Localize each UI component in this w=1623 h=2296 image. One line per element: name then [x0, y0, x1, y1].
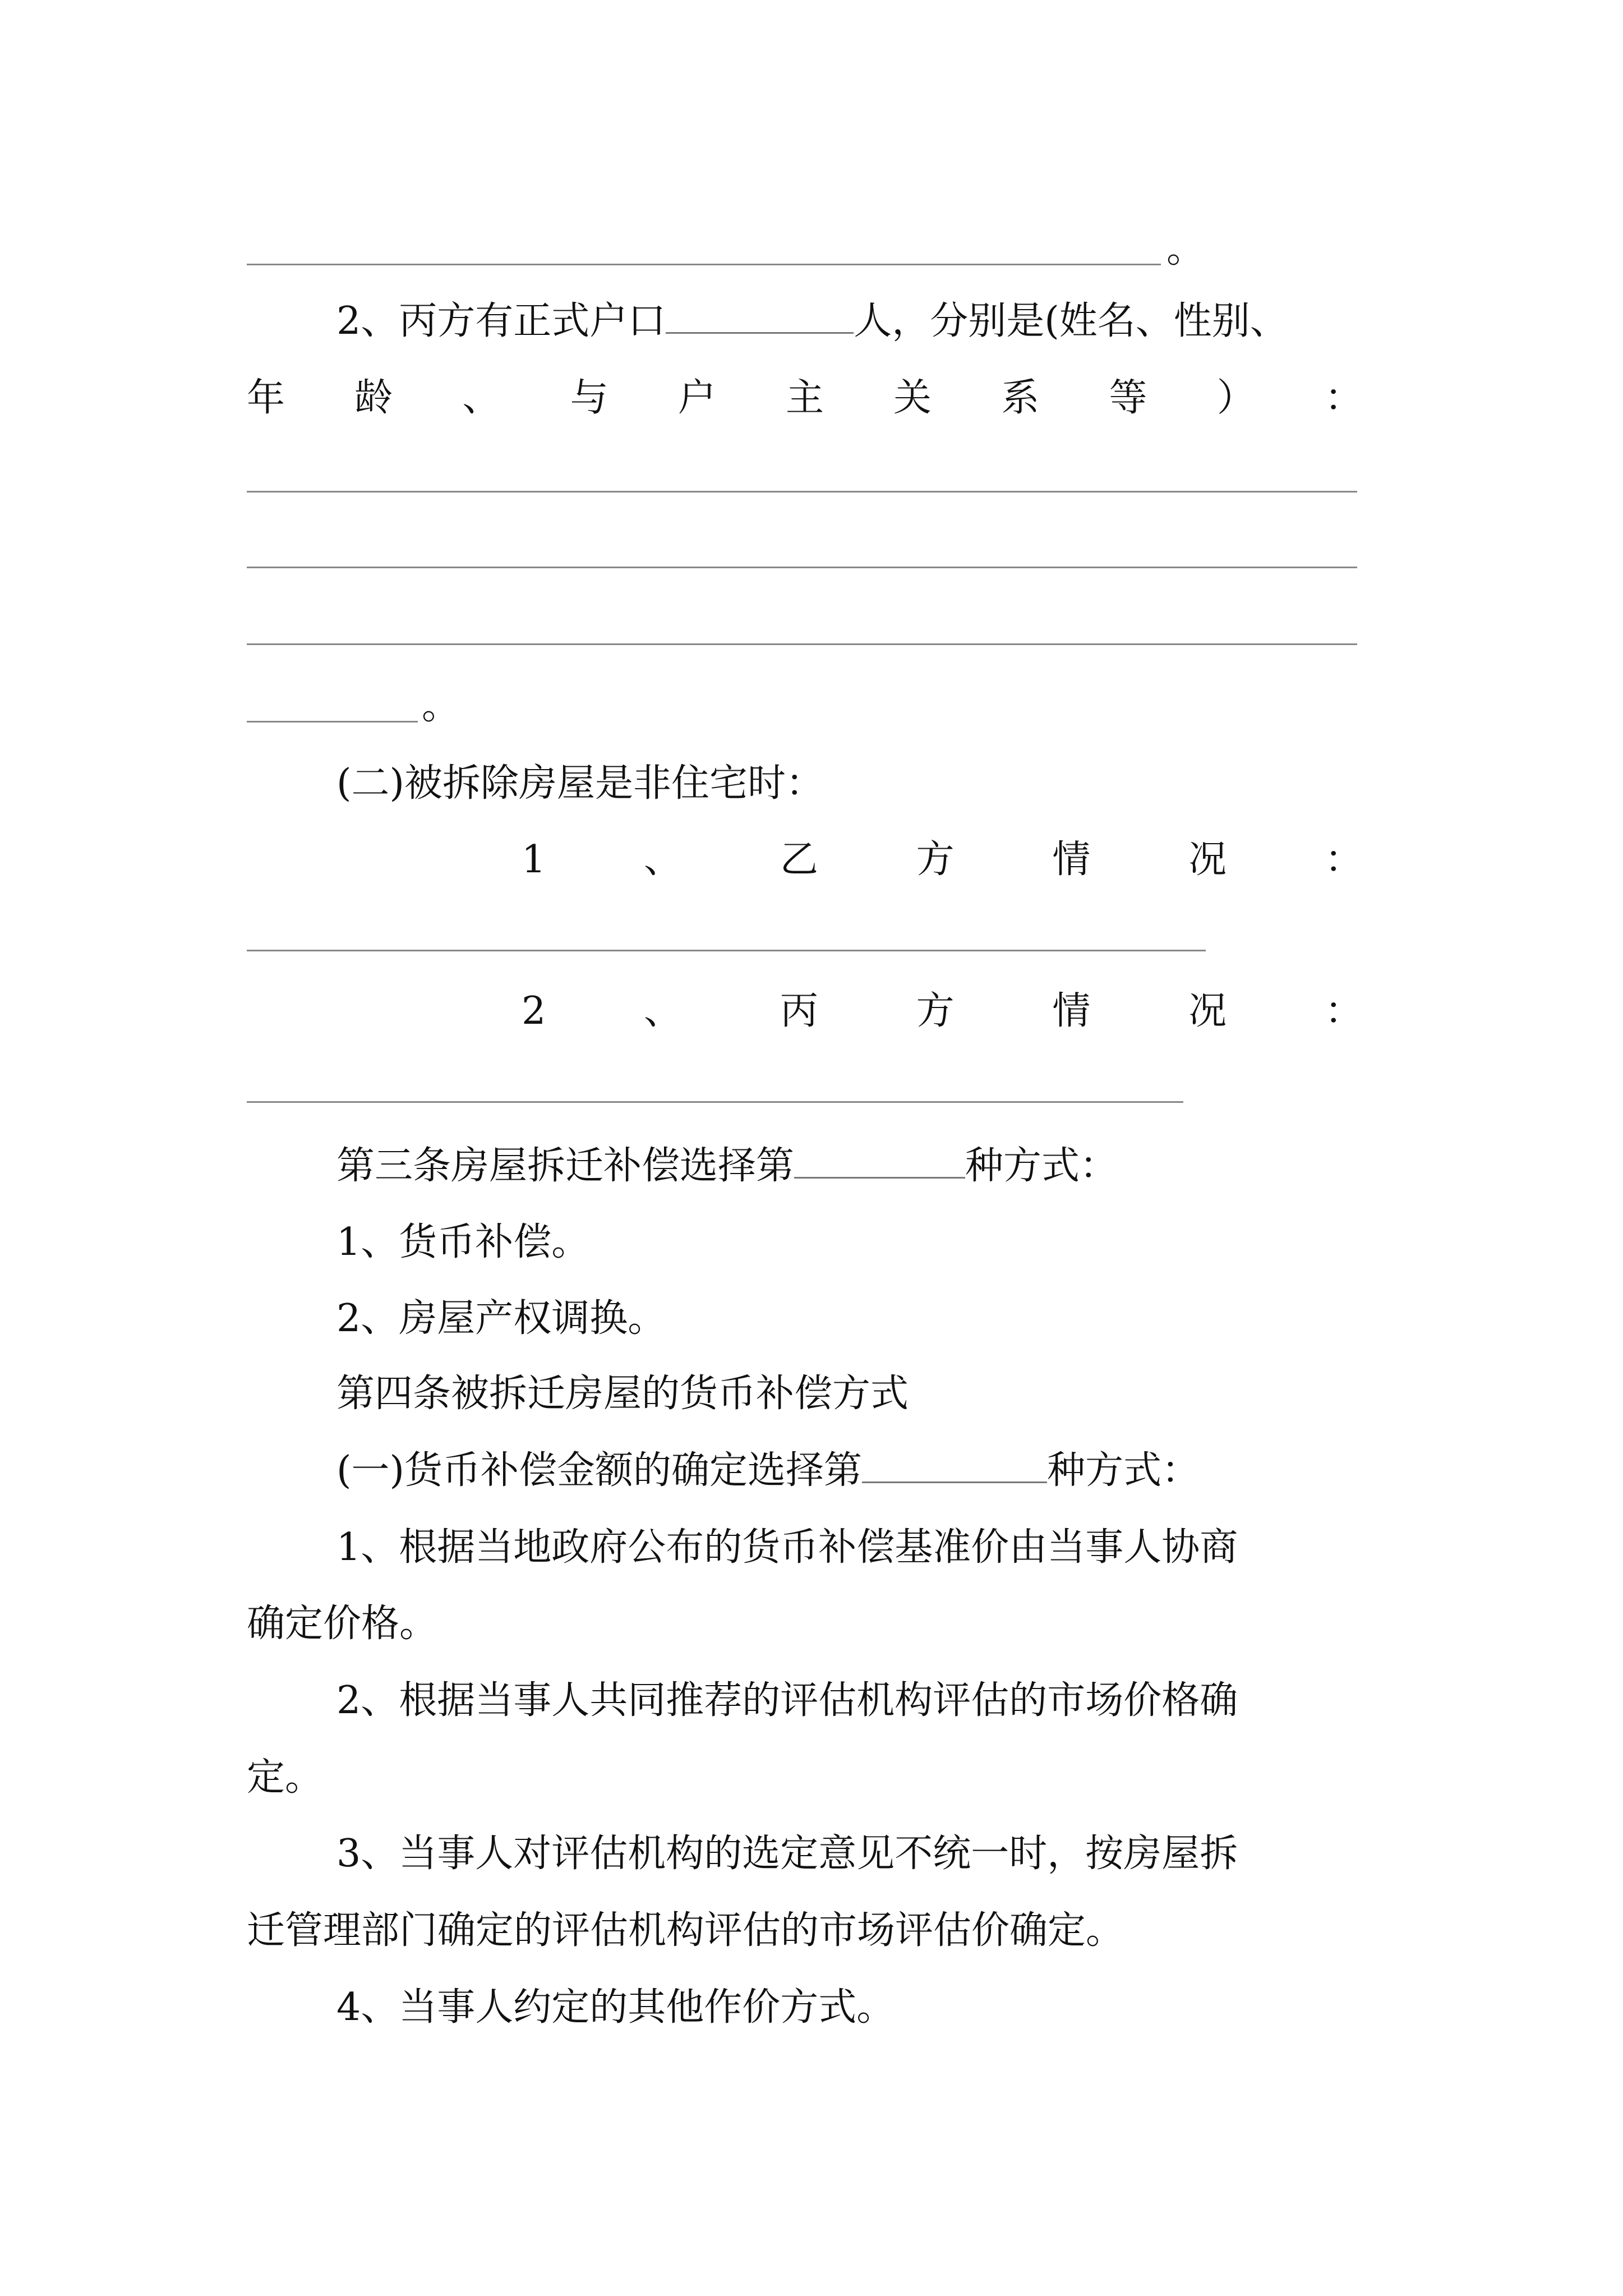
spread-char: 情 — [1052, 989, 1091, 1033]
spread-char: 、 — [644, 989, 683, 1033]
list-item-continuation: 迁管理部门确定的评估机构评估的市场评估价确定。 — [247, 1908, 1124, 1953]
spread-char: 关 — [893, 376, 932, 420]
justified-line — [522, 986, 1363, 1037]
spread-char: 方 — [916, 989, 955, 1033]
fill-in-blank — [247, 643, 1357, 645]
punctuation: 。 — [422, 684, 460, 728]
fill-in-blank — [247, 950, 1206, 951]
spread-char: 主 — [785, 376, 824, 420]
fill-in-blank — [794, 1143, 965, 1179]
fill-in-blank — [666, 298, 854, 334]
spread-char: 丙 — [780, 989, 818, 1033]
spread-char: 2 — [522, 989, 546, 1033]
spread-char: 况 — [1188, 989, 1227, 1033]
list-item-continuation: 定。 — [247, 1755, 324, 1800]
spread-char: ： — [1324, 989, 1363, 1033]
spread-char: 、 — [462, 376, 501, 420]
fill-in-blank — [247, 1101, 1183, 1103]
spread-char: 与 — [570, 376, 608, 420]
spread-char: 系 — [1001, 376, 1040, 420]
fill-in-blank — [247, 721, 418, 723]
list-item: 4、当事人约定的其他作价方式。 — [336, 1985, 895, 2030]
list-item: 3、当事人对评估机构的选定意见不统一时，按房屋拆 — [336, 1832, 1238, 1876]
text-line — [1166, 224, 1223, 275]
clause-text: 2、丙方有正式户口 — [336, 299, 666, 343]
section-heading: (二)被拆除房屋是非住宅时： — [336, 761, 824, 806]
spread-char: 乙 — [780, 838, 818, 882]
section-heading: (一)货币补偿金额的确定选择第 种方式： — [336, 1448, 1200, 1493]
fill-in-blank — [862, 1448, 1047, 1483]
text-line — [422, 681, 478, 731]
article-heading: 第四条被拆迁房屋的货币补偿方式 — [336, 1372, 909, 1416]
spread-char: 况 — [1188, 838, 1227, 882]
spread-char: 方 — [916, 838, 955, 882]
fill-in-blank — [247, 491, 1357, 493]
justified-line — [522, 835, 1363, 885]
spread-char: 等 — [1109, 376, 1147, 420]
list-item-continuation: 确定价格。 — [247, 1602, 438, 1646]
spread-char: ： — [1324, 376, 1363, 420]
spread-char: ： — [1324, 838, 1363, 882]
spread-char: 年 — [247, 376, 285, 420]
fill-in-blank — [247, 567, 1357, 568]
spread-char: 、 — [644, 838, 683, 882]
justified-line — [247, 373, 1363, 424]
fill-in-blank — [247, 264, 1161, 265]
punctuation: 。 — [1166, 227, 1205, 272]
spread-char: ） — [1216, 376, 1255, 420]
spread-char: 情 — [1052, 838, 1091, 882]
spread-char: 1 — [522, 838, 546, 882]
spread-char: 户 — [677, 376, 716, 420]
article-heading: 第三条房屋拆迁补偿选择第 种方式： — [336, 1144, 1118, 1188]
list-item: 1、根据当地政府公布的货币补偿基准价由当事人协商 — [336, 1525, 1238, 1570]
list-item: 2、房屋产权调换。 — [336, 1296, 666, 1341]
clause-text: 人，分别是(姓名、性别、 — [854, 299, 1288, 343]
text-line — [336, 296, 1486, 347]
spread-char: 龄 — [354, 376, 393, 420]
list-item: 1、货币补偿。 — [336, 1220, 590, 1264]
list-item: 2、根据当事人共同推荐的评估机构评估的市场价格确 — [336, 1678, 1238, 1723]
